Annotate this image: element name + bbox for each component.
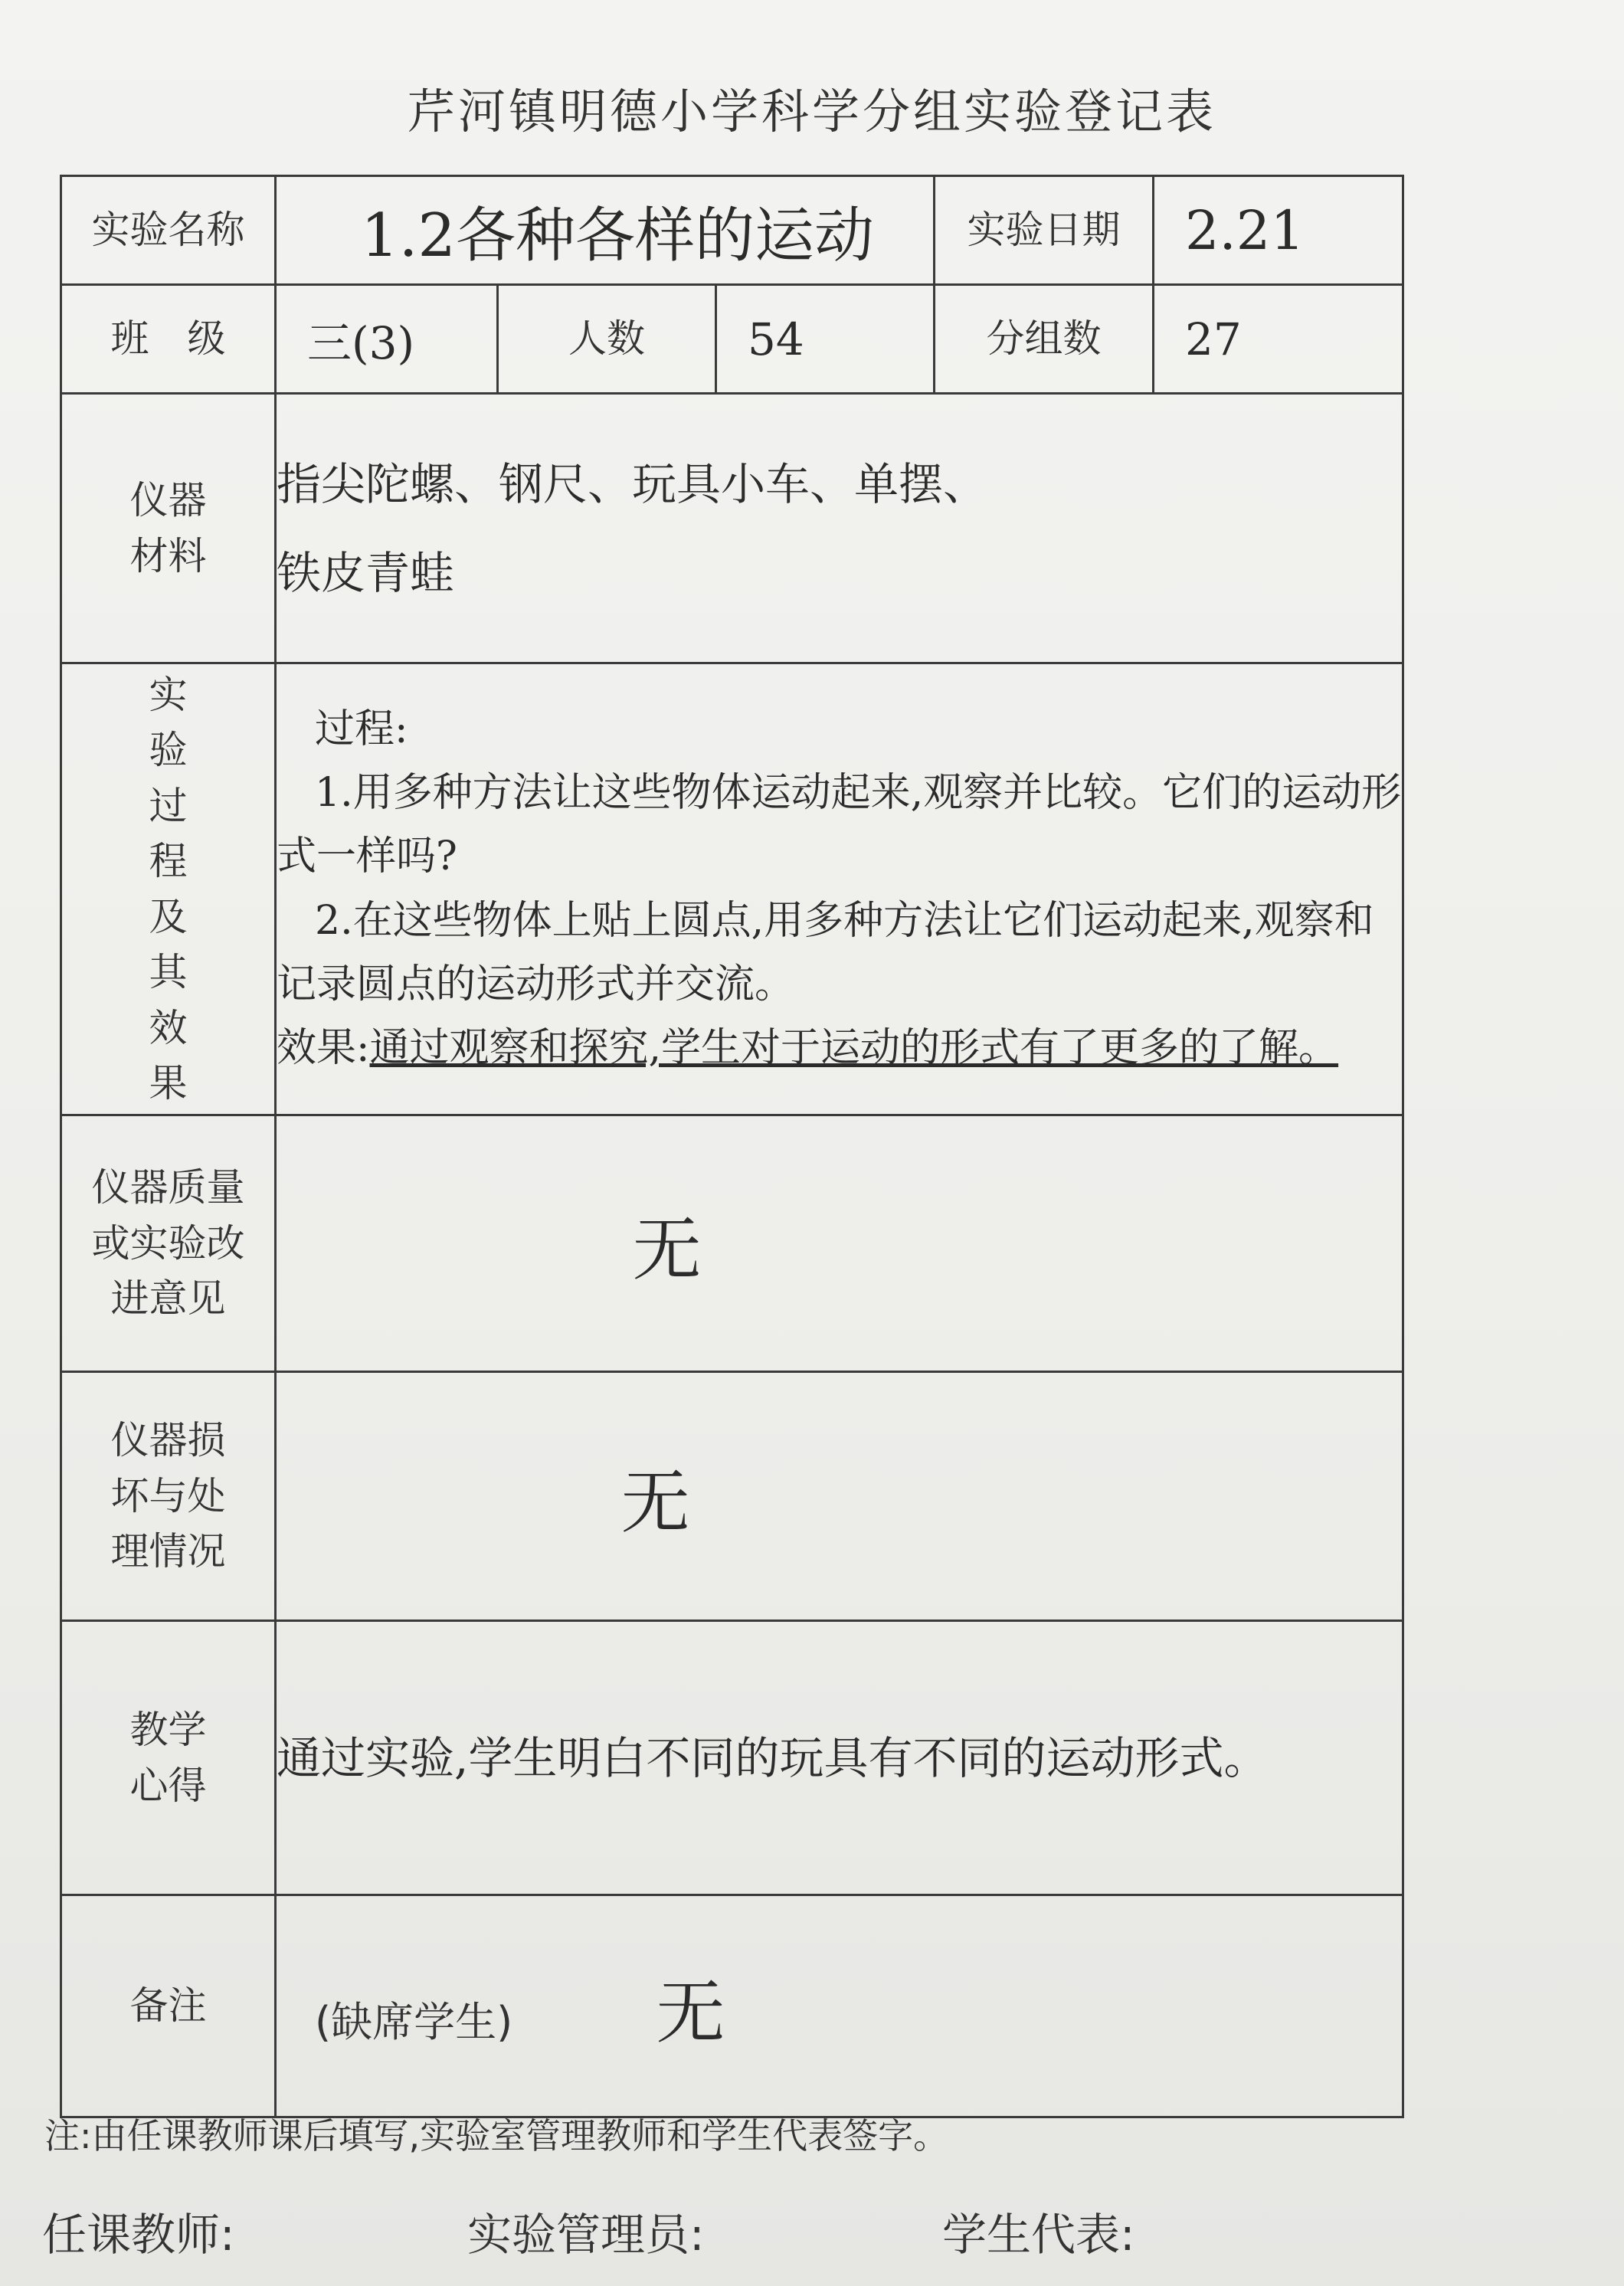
- row-damage: [61, 1372, 1403, 1621]
- remarks-value: 无: [656, 1972, 725, 2053]
- damage-value: 无: [276, 1372, 1403, 1621]
- headcount-value: 54: [716, 285, 935, 394]
- process-effect: [277, 1017, 1402, 1080]
- process-label: 实验过程及其效果: [61, 663, 276, 1115]
- process-heading: 过程:: [315, 706, 408, 752]
- row-class-info: [61, 285, 1403, 394]
- process-step-1: 1.用多种方法让这些物体运动起来,观察并比较。它们的运动形式一样吗?: [277, 770, 1402, 880]
- materials-value: [276, 394, 1403, 663]
- class-label: 班 级: [61, 285, 276, 394]
- experiment-date-label: 实验日期: [935, 176, 1154, 285]
- student-rep-signature-label: 学生代表:: [942, 2209, 1135, 2261]
- remarks-label: 备注: [61, 1895, 276, 2117]
- materials-line-2: 铁皮青蛙: [277, 546, 455, 599]
- footer-note: 注:由任课教师课后填写,实验室管理教师和学生代表签字。: [44, 2115, 949, 2157]
- remarks-content: [276, 1895, 1403, 2117]
- row-teaching: [61, 1621, 1403, 1895]
- teacher-signature-label: 任课教师:: [42, 2209, 235, 2261]
- absent-students-label: (缺席学生): [315, 1997, 513, 2046]
- process-step-2: 2.在这些物体上贴上圆点,用多种方法让它们运动起来,观察和记录圆点的运动形式并交流。: [277, 897, 1374, 1007]
- headcount-label: 人数: [498, 285, 716, 394]
- group-count-label: 分组数: [935, 285, 1154, 394]
- group-count-value: 27: [1154, 285, 1403, 394]
- experiment-date-value: 2.21: [1154, 176, 1403, 285]
- row-materials: [61, 394, 1403, 663]
- quality-label: 仪器质量或实验改进意见: [61, 1115, 276, 1372]
- row-quality: [61, 1115, 1403, 1372]
- process-content: [276, 663, 1403, 1115]
- materials-label: 仪器材料: [61, 394, 276, 663]
- row-remarks: [61, 1895, 1403, 2117]
- experiment-name-value: 1.2各种各样的运动: [276, 176, 935, 285]
- experiment-name-label: 实验名称: [61, 176, 276, 285]
- row-experiment-name: [61, 176, 1403, 285]
- class-value: 三(3): [276, 285, 498, 394]
- materials-line-1: 指尖陀螺、钢尺、玩具小车、单摆、: [277, 457, 988, 510]
- damage-label: 仪器损坏与处理情况: [61, 1372, 276, 1621]
- teaching-value: 通过实验,学生明白不同的玩具有不同的运动形式。: [276, 1621, 1403, 1895]
- quality-value: 无: [276, 1115, 1403, 1372]
- effect-text: 通过观察和探究,学生对于运动的形式有了更多的了解。: [369, 1024, 1339, 1071]
- form-title: 芹河镇明德小学科学分组实验登记表: [407, 84, 1216, 139]
- effect-label: 效果:: [277, 1024, 370, 1071]
- row-process: [61, 663, 1403, 1115]
- admin-signature-label: 实验管理员:: [467, 2209, 705, 2261]
- teaching-label: 教学心得: [61, 1621, 276, 1895]
- experiment-record-table: [60, 175, 1404, 2118]
